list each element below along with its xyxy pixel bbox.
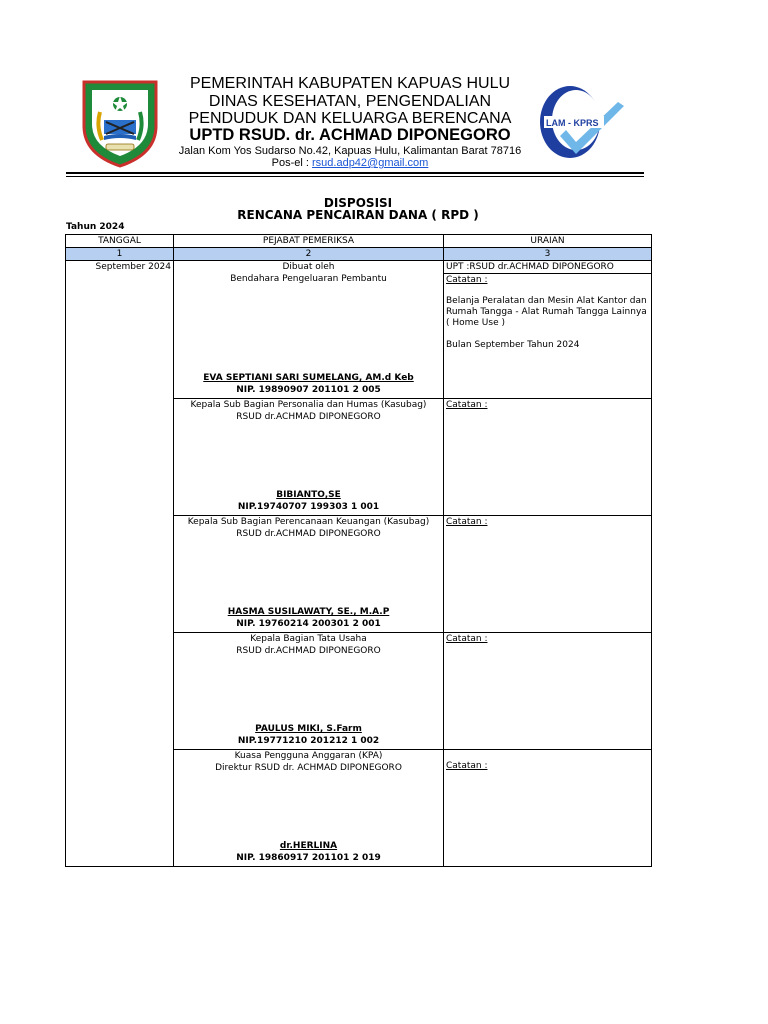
table-header-row (66, 235, 652, 248)
header-uraian: URAIAN (444, 235, 652, 248)
letterhead-government: PEMERINTAH KABUPATEN KAPUAS HULU (189, 75, 511, 92)
lam-kprs-logo-text: LAM - KPRS (546, 118, 599, 128)
signer-unit: Direktur RSUD dr. ACHMAD DIPONEGORO (215, 763, 402, 773)
catatan-label: Catatan : (446, 634, 488, 644)
letterhead-divider-thin (66, 176, 644, 177)
signer-nip: NIP.19740707 199303 1 001 (237, 502, 380, 512)
catatan-label: Catatan : (446, 400, 488, 410)
uraian-unit: UPT :RSUD dr.ACHMAD DIPONEGORO (444, 261, 651, 274)
letterhead-department-cont: PENDUDUK DAN KELUARGA BERENCANA (188, 110, 512, 127)
signer-name: dr.HERLINA (279, 841, 338, 851)
letterhead-address: Jalan Kom Yos Sudarso No.42, Kapuas Hulu, Kalimantan Barat 78716 (178, 145, 522, 157)
table-number-row (66, 248, 652, 261)
signer-name: HASMA SUSILAWATY, SE., M.A.P (227, 607, 390, 617)
email-label: Pos-el : (271, 157, 309, 169)
signer-signature-block (174, 372, 443, 396)
letterhead-divider-thick (66, 172, 644, 174)
document-title: DISPOSISI (323, 196, 393, 210)
signer-name: EVA SEPTIANI SARI SUMELANG, AM.d Keb (203, 373, 414, 383)
header-tanggal: TANGGAL (66, 235, 174, 248)
signer-role: Dibuat oleh (282, 262, 335, 272)
signer-name: PAULUS MIKI, S.Farm (255, 724, 362, 734)
signer-nip: NIP. 19760214 200301 2 001 (236, 619, 381, 629)
catatan-label: Catatan : (446, 761, 488, 771)
signer-cell-kpa (174, 750, 444, 867)
letterhead-department: DINAS KESEHATAN, PENGENDALIAN (208, 93, 492, 110)
column-number-2: 2 (174, 248, 444, 261)
signer-unit: Bendahara Pengeluaran Pembantu (230, 274, 387, 284)
letterhead-hospital: UPTD RSUD. dr. ACHMAD DIPONEGORO (189, 126, 511, 144)
uraian-cell (444, 399, 652, 516)
signer-signature-block (174, 723, 443, 747)
signer-cell-perencanaan (174, 516, 444, 633)
signer-role: Kepala Sub Bagian Personalia dan Humas (Kasubag) (190, 400, 427, 410)
letterhead-email-line (170, 157, 530, 169)
uraian-cell (444, 516, 652, 633)
uraian-cell (444, 633, 652, 750)
signer-role: Kuasa Pengguna Anggaran (KPA) (234, 751, 383, 761)
catatan-label: Catatan : (446, 517, 488, 527)
signer-cell-personalia (174, 399, 444, 516)
email-link[interactable]: rsud.adp42@gmail.com (312, 157, 429, 169)
uraian-cell (444, 750, 652, 867)
lam-kprs-logo (536, 76, 628, 166)
column-number-3: 3 (444, 248, 652, 261)
signer-cell-bendahara (174, 261, 444, 399)
signer-nip: NIP. 19890907 201101 2 005 (236, 385, 381, 395)
kapuas-hulu-emblem-logo (78, 76, 162, 170)
signer-signature-block (174, 606, 443, 630)
signer-signature-block (174, 489, 443, 513)
uraian-period: Bulan September Tahun 2024 (446, 340, 580, 350)
document-subtitle: RENCANA PENCAIRAN DANA ( RPD ) (237, 208, 479, 221)
signer-nip: NIP.19771210 201212 1 002 (237, 736, 380, 746)
signer-unit: RSUD dr.ACHMAD DIPONEGORO (236, 412, 381, 422)
uraian-cell (444, 261, 652, 399)
year-label: Tahun 2024 (66, 222, 125, 232)
signer-cell-tata-usaha (174, 633, 444, 750)
signer-role: Kepala Bagian Tata Usaha (250, 634, 367, 644)
uraian-description: Belanja Peralatan dan Mesin Alat Kantor dan Rumah Tangga - Alat Rumah Tangga Lainnya ( Home Use ) (446, 296, 647, 328)
signer-nip: NIP. 19860917 201101 2 019 (236, 853, 381, 863)
column-number-1: 1 (66, 248, 174, 261)
disposition-table (65, 234, 652, 867)
catatan-label: Catatan : (446, 275, 488, 285)
header-pejabat: PEJABAT PEMERIKSA (174, 235, 444, 248)
table-row (66, 261, 652, 399)
signer-signature-block (174, 840, 443, 864)
signer-role: Kepala Sub Bagian Perencanaan Keuangan (Kasubag) (187, 517, 430, 527)
date-cell: September 2024 (66, 261, 174, 867)
signer-unit: RSUD dr.ACHMAD DIPONEGORO (236, 646, 381, 656)
signer-name: BIBIANTO,SE (276, 490, 341, 500)
signer-unit: RSUD dr.ACHMAD DIPONEGORO (236, 529, 381, 539)
